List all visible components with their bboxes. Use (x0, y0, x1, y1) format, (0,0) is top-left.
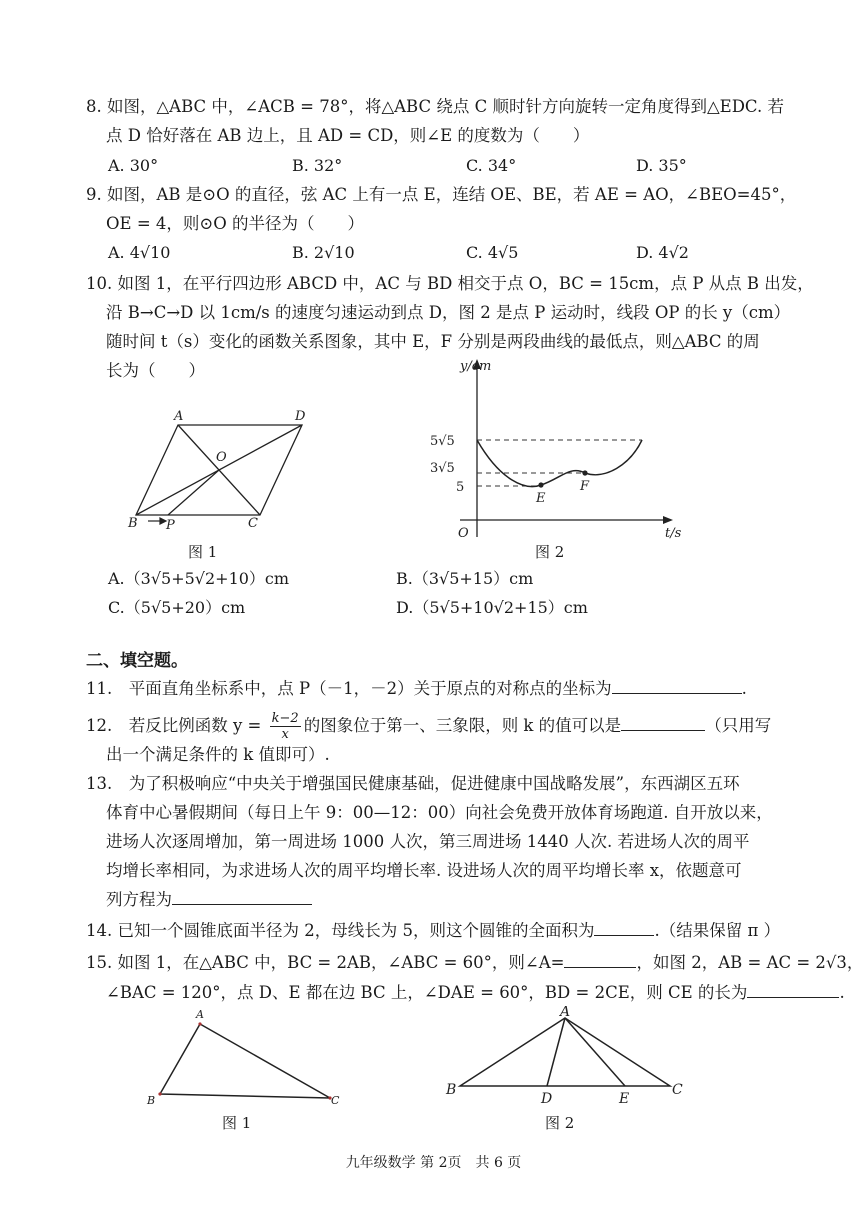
fig1-label-b: B (147, 1094, 156, 1107)
section-title: 二、填空题。 (86, 651, 188, 671)
fig2-label-e: E (619, 1091, 630, 1106)
q12-line2: 出一个满足条件的 k 值即可）. (106, 745, 330, 764)
q9-option-c: C. 4√5 (466, 243, 519, 262)
x-axis-label: t/s (665, 526, 682, 541)
q10-option-a: A.（3√5+5√2+10）cm (108, 569, 290, 588)
q13-line5 (106, 888, 312, 912)
q10-figure-1 (120, 405, 340, 540)
q14-answer-blank[interactable] (594, 919, 654, 936)
y-axis-label: y/cm (460, 359, 492, 374)
q9-option-a: A. 4√10 (108, 243, 171, 262)
q8-option-d: D. 35° (636, 156, 687, 175)
tick-5sqrt5: 5√5 (430, 434, 455, 449)
q9-option-b: B. 2√10 (292, 243, 355, 262)
q10-figure-2 (420, 355, 690, 545)
q11-answer-blank[interactable] (612, 677, 742, 694)
q12-numerator: k−2 (271, 711, 299, 726)
triangle-abc-2 (460, 1018, 670, 1086)
point-e (538, 482, 543, 487)
q13-answer-blank[interactable] (172, 888, 312, 905)
q10-line2: 沿 B→C→D 以 1cm/s 的速度匀速运动到点 D，图 2 是点 P 运动时，线段 OP 的长 y（cm） (106, 303, 791, 322)
q15-line2 (106, 981, 845, 1005)
q9-line1: 9. 如图，AB 是⊙O 的直径，弦 AC 上有一点 E，连结 OE、BE，若 AE = AO，∠BEO=45°， (86, 185, 797, 204)
q8-line1: 8. 如图，△ABC 中，∠ACB = 78°，将△ABC 绕点 C 顺时针方向旋转一定角度得到△EDC. 若 (86, 97, 784, 116)
q8-option-b: B. 32° (292, 156, 343, 175)
q12-fraction (270, 711, 301, 742)
fig2-label-d: D (541, 1091, 553, 1106)
segment-op (168, 470, 219, 515)
q10-fig1-caption: 图 1 (188, 543, 218, 561)
q8-line2: 点 D 恰好落在 AB 边上，且 AD = CD，则∠E 的度数为（ ） (106, 126, 590, 145)
curve-op (477, 440, 642, 487)
q12-denominator: x (281, 727, 289, 742)
q15-answer-blank-1[interactable] (564, 951, 636, 968)
fig1-label-a: A (196, 1008, 204, 1021)
q14-line (86, 919, 780, 943)
q10-option-c: C.（5√5+20）cm (108, 598, 246, 617)
q13-line4: 均增长率相同，为求进场人次的周平均增长率. 设进场人次的周平均增长率 x，依题意可 (106, 861, 742, 880)
q12-prefix: 12. 若反比例函数 y = (86, 716, 262, 735)
q10-fig2-caption: 图 2 (535, 543, 565, 561)
q15-fig1-caption: 图 1 (222, 1114, 252, 1132)
q9-line2: OE = 4，则⊙O 的半径为（ ） (106, 214, 364, 233)
q15-fig2-caption: 图 2 (545, 1114, 575, 1132)
q12-suffix: 的图象位于第一、三象限，则 k 的值可以是 (303, 716, 622, 735)
q15-line1b: ，如图 2，AB = AC = 2√3， (636, 953, 864, 972)
q15-answer-blank-2[interactable] (747, 981, 839, 998)
q10-line1: 10. 如图 1，在平行四边形 ABCD 中，AC 与 BD 相交于点 O，BC = 15cm，点 P 从点 B 出发， (86, 274, 814, 293)
label-d: D (295, 409, 306, 424)
page-footer: 九年级数学 第 2页 共 6 页 (345, 1155, 522, 1171)
q14-text: 14. 已知一个圆锥底面半径为 2，母线长为 5，则这个圆锥的全面积为 (86, 921, 595, 940)
q8-option-a: A. 30° (108, 156, 159, 175)
q11-line (86, 677, 747, 701)
tick-3sqrt5: 3√5 (430, 461, 455, 476)
q15-line1 (86, 951, 863, 975)
label-e: E (536, 491, 546, 506)
point-f (582, 470, 587, 475)
fig2-label-c: C (672, 1082, 683, 1098)
origin-label: O (458, 526, 469, 541)
q13-line2: 体育中心暑假期间（每日上午 9：00—12：00）向社会免费开放体育场跑道. 自开放以来， (106, 803, 773, 822)
q9-option-d: D. 4√2 (636, 243, 689, 262)
q13-line5-text: 列方程为 (106, 890, 172, 909)
q10-line3: 随时间 t（s）变化的函数关系图象，其中 E，F 分别是两段曲线的最低点，则△ABC 的周 (106, 332, 760, 351)
x-axis-arrow-icon (663, 516, 673, 524)
q15-line2-end: . (839, 983, 845, 1002)
q13-line3: 进场人次逐周增加，第一周进场 1000 人次，第三周进场 1440 人次. 若进场人次的周平 (106, 832, 750, 851)
label-a: A (174, 409, 184, 424)
label-o: O (216, 450, 227, 465)
q10-line4: 长为（ ） (106, 361, 205, 380)
q13-line1: 13. 为了积极响应“中央关于增强国民健康基础，促进健康中国战略发展”，东西湖区五环 (86, 774, 740, 793)
q12-line1 (86, 711, 771, 742)
q10-option-b: B.（3√5+15）cm (396, 569, 534, 588)
q15-line1a: 15. 如图 1，在△ABC 中，BC = 2AB，∠ABC = 60°，则∠A= (86, 953, 565, 972)
fig1-label-c: C (331, 1094, 340, 1107)
label-b: B (128, 516, 138, 531)
q15-figure-1 (140, 1008, 350, 1108)
label-f: F (580, 479, 590, 494)
q15-line2-text: ∠BAC = 120°，点 D、E 都在边 BC 上，∠DAE = 60°，BD = 2CE，则 CE 的长为 (106, 983, 748, 1002)
triangle-abc (160, 1024, 330, 1098)
q11-end: . (741, 679, 747, 698)
tick-5: 5 (456, 480, 465, 495)
q14-tail: .（结果保留 π ） (654, 921, 781, 940)
label-c: C (248, 516, 258, 531)
fig2-label-b: B (446, 1082, 457, 1098)
fig2-label-a: A (560, 1006, 571, 1020)
q10-option-d: D.（5√5+10√2+15）cm (396, 598, 588, 617)
q15-figure-2 (440, 1006, 700, 1106)
q8-option-c: C. 34° (466, 156, 517, 175)
q11-text: 11. 平面直角坐标系中，点 P（－1，－2）关于原点的对称点的坐标为 (86, 679, 612, 698)
segment-ae (565, 1018, 625, 1086)
q12-tail: （只用写 (705, 716, 772, 735)
label-p: P (166, 518, 175, 533)
q12-answer-blank[interactable] (621, 714, 705, 731)
